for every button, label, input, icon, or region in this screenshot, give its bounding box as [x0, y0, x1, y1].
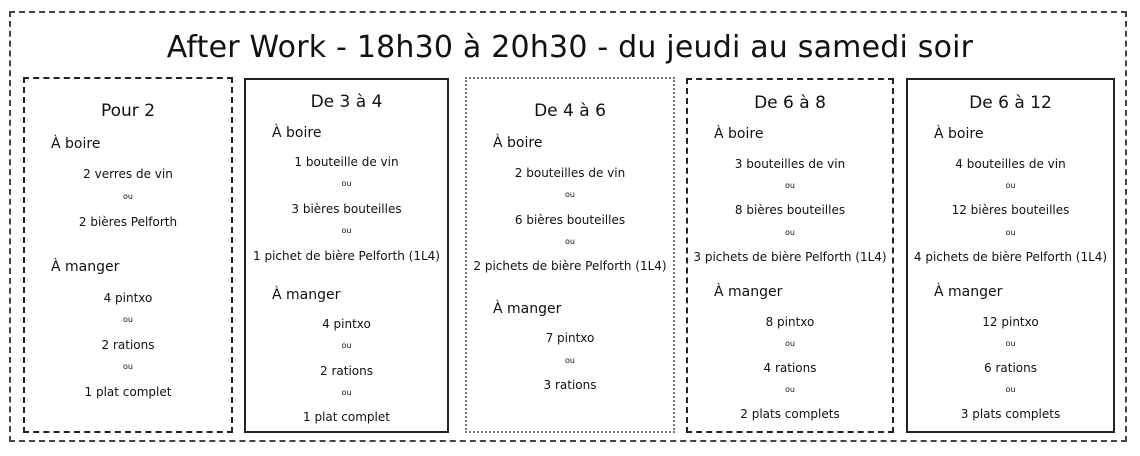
drink-option: 1 pichet de bière Pelforth (1L4) [253, 249, 440, 263]
or-separator: ou [785, 339, 795, 348]
drink-section-label: À boire [272, 125, 322, 141]
or-separator: ou [1005, 385, 1016, 394]
offer-card-3-4 [244, 78, 449, 433]
card-heading: De 4 à 6 [534, 101, 606, 121]
food-section-label: À manger [272, 287, 341, 303]
drink-section-label: À boire [493, 135, 543, 151]
drink-option: 2 bières Pelforth [78, 215, 178, 229]
offer-card-6-8 [686, 78, 894, 433]
drink-option: 6 bières bouteilles [514, 213, 626, 227]
card-heading: Pour 2 [100, 101, 156, 121]
or-separator: ou [1005, 181, 1016, 190]
or-separator: ou [123, 362, 133, 371]
or-separator: ou [785, 385, 795, 394]
card-heading: De 3 à 4 [310, 92, 383, 112]
food-option: 1 plat complet [303, 410, 390, 424]
or-separator: ou [1005, 228, 1016, 237]
or-separator: ou [341, 226, 352, 235]
drink-option: 12 bières bouteilles [951, 203, 1070, 217]
food-section-label: À manger [51, 259, 120, 275]
or-separator: ou [341, 179, 352, 188]
food-option: 2 rations [101, 338, 155, 352]
food-option: 2 rations [320, 364, 373, 378]
offer-card-pour-2 [23, 77, 233, 433]
or-separator: ou [123, 315, 133, 324]
or-separator: ou [565, 237, 575, 246]
or-separator: ou [123, 192, 133, 201]
food-option: 4 pintxo [322, 317, 371, 331]
or-separator: ou [785, 181, 795, 190]
drink-section-label: À boire [51, 136, 101, 152]
or-separator: ou [341, 388, 352, 397]
food-option: 4 pintxo [103, 291, 153, 305]
or-separator: ou [785, 228, 795, 237]
or-separator: ou [565, 356, 575, 365]
food-option: 2 plats complets [740, 407, 840, 421]
drink-section-label: À boire [934, 126, 984, 142]
drink-section-label: À boire [714, 126, 764, 142]
drink-option: 2 bouteilles de vin [514, 166, 626, 180]
drink-option: 3 bières bouteilles [291, 202, 402, 216]
drink-option: 4 bouteilles de vin [955, 157, 1066, 171]
drink-option: 2 verres de vin [83, 167, 173, 181]
card-heading: De 6 à 8 [754, 93, 826, 113]
card-heading: De 6 à 12 [969, 93, 1052, 113]
drink-option: 4 pichets de bière Pelforth (1L4) [913, 250, 1108, 264]
or-separator: ou [341, 341, 352, 350]
or-separator: ou [1005, 339, 1016, 348]
food-section-label: À manger [934, 284, 1003, 300]
food-option: 8 pintxo [765, 315, 815, 329]
page-title: After Work - 18h30 à 20h30 - du jeudi au samedi soir [166, 30, 974, 65]
food-option: 12 pintxo [982, 315, 1039, 329]
drink-option: 3 bouteilles de vin [734, 157, 846, 171]
food-option: 7 pintxo [545, 331, 595, 345]
drink-option: 3 pichets de bière Pelforth (1L4) [693, 250, 887, 264]
food-option: 1 plat complet [84, 385, 172, 399]
food-option: 6 rations [984, 361, 1037, 375]
offer-card-6-12 [906, 78, 1115, 433]
drink-option: 8 bières bouteilles [734, 203, 846, 217]
offer-card-4-6 [465, 77, 675, 433]
food-option: 3 plats complets [960, 407, 1061, 421]
food-option: 3 rations [543, 378, 597, 392]
drink-option: 2 pichets de bière Pelforth (1L4) [473, 259, 667, 273]
food-section-label: À manger [493, 301, 562, 317]
or-separator: ou [565, 190, 575, 199]
food-section-label: À manger [714, 284, 783, 300]
food-option: 4 rations [763, 361, 817, 375]
drink-option: 1 bouteille de vin [294, 155, 399, 169]
